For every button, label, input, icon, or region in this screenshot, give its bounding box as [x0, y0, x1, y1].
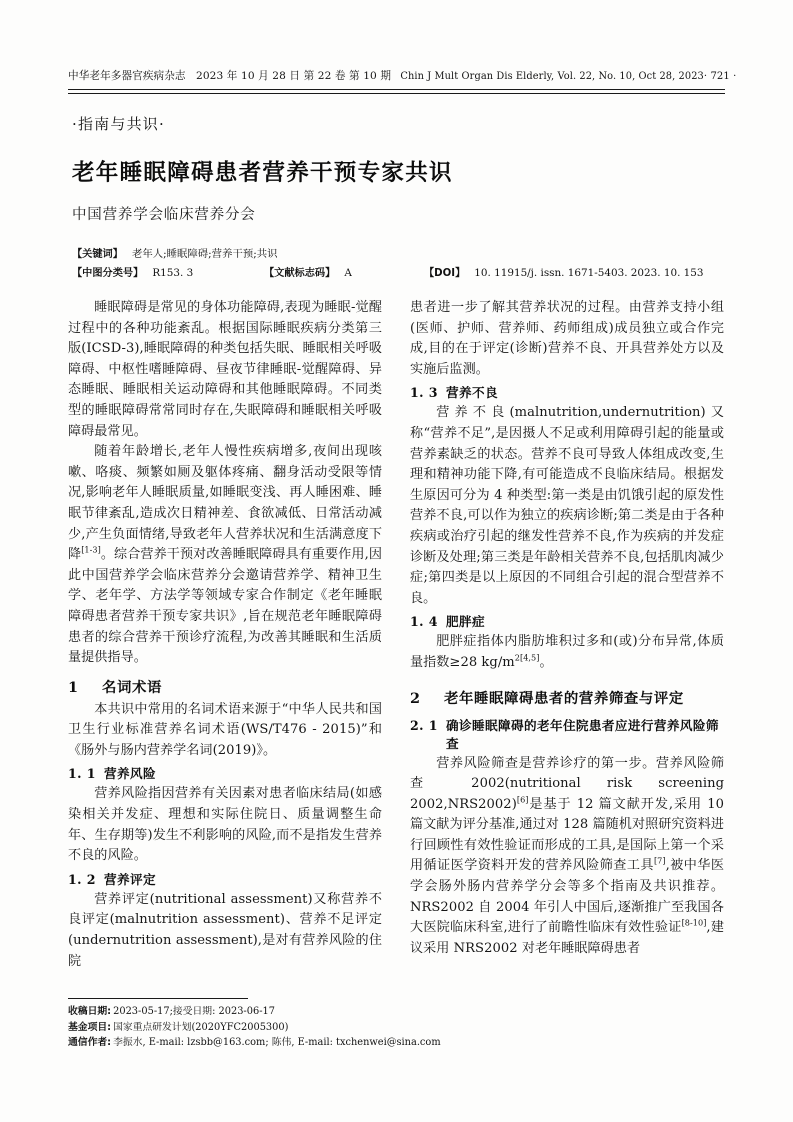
- paragraph-section-2-1: [410, 754, 724, 960]
- nrs-text-part-b: 是基于 12 篇文献开发,采用 10 篇文献为评分基准,通过对 128 篇随机对照研究资料进行回顾性有效性验证而形成的工具,是国际上第一个采用循证医学资料开发的营养风险筛查工具: [410, 796, 724, 874]
- subsection-heading-1-3: [410, 384, 724, 402]
- bmi-text-part-a: 肥胖症指体内脂肪堆积过多和(或)分布异常,体质量指数≥28 kg/m: [410, 634, 724, 670]
- left-column: [68, 298, 382, 998]
- subsection-2-1-title: 确诊睡眠障碍的老年住院患者应进行营养风险筛查: [446, 717, 719, 751]
- subsection-1-2-title: 营养评定: [104, 871, 156, 887]
- header-rule-thin: [68, 93, 725, 94]
- subsection-1-4-number: 1. 4: [410, 614, 438, 630]
- bmi-exponent-citation: 2[4,5]: [514, 652, 540, 663]
- funding-label: 基金项目:: [68, 1021, 112, 1033]
- citation-ref-1-3: [1-3]: [81, 544, 101, 555]
- paragraph-section-1-2: 营养评定(nutritional assessment)又称营养不良评定(malnutrition assessment)、营养不足评定(undernutrition assessment),是对有营养风险的住院: [68, 891, 382, 969]
- funding-value: 国家重点研发计划(2020YFC2005300): [113, 1021, 289, 1033]
- paragraph-intro-2-part-a: 随着年龄增长,老年人慢性疾病增多,夜间出现咳嗽、咯痰、频繁如厕及躯体疼痛、翻身活动受限等情况,影响老年人睡眠质量,如睡眠变浅、再人睡困难、睡眠节律紊乱,造成次日精神差、食欲减低、日常活动减少,产生负面情绪,导致老年人营养状况和生活满意度下降: [68, 444, 382, 563]
- header-rule-thick: [68, 89, 725, 90]
- page-number: · 721 ·: [703, 71, 737, 82]
- paragraph-intro-2: [68, 442, 382, 669]
- section-1-number: 1: [68, 678, 79, 696]
- subsection-1-3-number: 1. 3: [410, 385, 438, 401]
- footnote-block: [68, 1004, 628, 1051]
- clc-value: R153. 3: [152, 267, 194, 279]
- paragraph-section-1: 本共识中常用的名词术语来源于“中华人民共和国卫生行业标准营养名词术语(WS/T476 - 2015)”和《肠外与肠内营养学名词(2019)》。: [68, 701, 382, 758]
- right-column: [410, 298, 724, 998]
- clc-label: 【中图分类号】: [72, 268, 144, 279]
- metadata-block: [72, 245, 727, 283]
- journal-name-en: Chin J Mult Organ Dis Elderly, Vol. 22, No. 10, Oct 28, 2023: [400, 71, 704, 82]
- section-1-title: 名词术语: [102, 679, 162, 696]
- corresponding-author-value: 李振水, E-mail: lzsbb@163.com; 陈伟, E-mail: txchenwei@sina.com: [113, 1037, 441, 1049]
- nrs-text-part-c: ,被中华医学会肠外肠内营养学分会等多个指南及共识推荐。NRS2002 自 2004 年引人中国后,逐渐推广至我国各大医院临床科室,进行了前瞻性临床有效性验证: [410, 858, 724, 936]
- clc-group: [72, 264, 264, 283]
- paragraph-continued: 患者进一步了解其营养状况的过程。由营养支持小组(医师、护师、营养师、药师组成)成员独立或合作完成,目的在于评定(诊断)营养不良、开具营养处方以及实施后监测。: [410, 300, 724, 377]
- paragraph-section-1-1: 营养风险指因营养有关因素对患者临床结局(如感染相关并发症、理想和实际住院日、质量调整生命年、生存期等)发生不利影响的风险,而不是指发生营养不良的风险。: [68, 786, 382, 864]
- nrs-text-part-d: ,建议采用 NRS2002 对老年睡眠障碍患者: [410, 920, 724, 956]
- bmi-text-part-b: 。: [539, 654, 553, 670]
- received-date-label: 收稿日期:: [68, 1006, 112, 1017]
- footnote-divider: [68, 998, 248, 999]
- author-affiliation: 中国营养学会临床营养分会: [72, 207, 256, 223]
- running-header-citation: [68, 68, 704, 83]
- section-heading-2: [410, 687, 724, 708]
- subsection-1-1-number: 1. 1: [68, 766, 96, 782]
- doi-label: 【DOI】: [424, 268, 466, 279]
- page-title: 老年睡眠障碍患者营养干预专家共识: [72, 160, 453, 186]
- doc-code-value: A: [344, 267, 352, 279]
- paragraph-intro-2-part-b: 。综合营养干预对改善睡眠障碍具有重要作用,因此中国营养学会临床营养分会邀请营养学、精神卫生学、老年学、方法学等领域专家合作制定《老年睡眠障碍患者营养干预专家共识》,旨在规范老年睡眠障碍患者的综合营养干预诊疗流程,为改善其睡眠和生活质量提供指导。: [68, 547, 382, 666]
- footnote-dates: [68, 1004, 628, 1020]
- paragraph-section-1-4: [410, 632, 724, 673]
- section-kicker: ·指南与共识·: [72, 115, 165, 133]
- classification-row: [72, 264, 727, 283]
- subsection-1-4-title: 肥胖症: [446, 614, 485, 630]
- paragraph-intro-1: 睡眠障碍是常见的身体功能障碍,表现为睡眠-觉醒过程中的各种功能紊乱。根据国际睡眠疾病分类第三版(ICSD-3),睡眠障碍的种类包括失眠、睡眠相关呼吸障碍、中枢性嗜睡障碍、昼夜节律睡眠-觉醒障碍、异态睡眠、睡眠相关运动障碍和其他睡眠障碍。不同类型的睡眠障碍常常同时存在,失眠障碍和睡眠相关呼吸障碍最常见。: [68, 300, 382, 439]
- running-header: [68, 68, 737, 83]
- citation-ref-8-10: [8-10]: [681, 917, 707, 928]
- keywords-value: 老年人;睡眠障碍;营养干预;共识: [131, 248, 278, 260]
- section-2-title: 老年睡眠障碍患者的营养筛查与评定: [444, 690, 684, 707]
- footnote-corresponding-author: [68, 1035, 628, 1051]
- received-date-value: 2023-05-17;接受日期: 2023-06-17: [113, 1006, 275, 1017]
- citation-ref-6: [6]: [516, 794, 529, 805]
- doc-code-group: [264, 264, 424, 283]
- paragraph-section-1-3: 营养不良(malnutrition,undernutrition)又称“营养不足”,是因摄人不足或利用障碍引起的能量或营养素缺乏的状态。营养不良可导致人体组成改变,生理和精神功能下降,有可能造成不良临床结局。根据发生原因可分为 4 种类型:第一类是由饥饿引起的原发性营养不良,可以作为独立的疾病诊断;第二类是由于各种疾病或治疗引起的继发性营养不良,作为疾病的并发症诊断及处理;第三类是年龄相关营养不良,包括肌肉减少症;第四类是以上原因的不同组合引起的混合型营养不良。: [410, 405, 724, 606]
- doi-value: 10. 11915/j. issn. 1671-5403. 2023. 10. 153: [474, 267, 704, 279]
- keywords-row: [72, 245, 727, 264]
- doc-code-label: 【文献标志码】: [264, 268, 336, 279]
- subsection-2-1-number: 2. 1: [410, 717, 438, 733]
- subsection-heading-2-1: [410, 717, 724, 753]
- keywords-label: 【关键词】: [72, 249, 123, 260]
- subsection-1-1-title: 营养风险: [104, 766, 156, 782]
- footnote-funding: [68, 1020, 628, 1036]
- doi-group: [424, 264, 704, 283]
- body-columns: [68, 298, 725, 998]
- journal-name-cn: 中华老年多器官疾病杂志: [68, 70, 186, 82]
- section-heading-1: [68, 676, 382, 697]
- subsection-heading-1-4: [410, 613, 724, 631]
- issue-info-cn: 2023 年 10 月 28 日 第 22 卷 第 10 期: [195, 70, 392, 82]
- subsection-1-2-number: 1. 2: [68, 871, 96, 887]
- subsection-1-3-title: 营养不良: [446, 385, 498, 401]
- corresponding-author-label: 通信作者:: [68, 1037, 112, 1049]
- nrs-text-part-a: 营养风险筛查是营养诊疗的第一步。营养风险筛查 2002(nutritional risk screening 2002,NRS2002): [410, 755, 724, 812]
- subsection-heading-1-2: [68, 871, 382, 889]
- section-2-number: 2: [410, 689, 421, 707]
- citation-ref-7: [7]: [653, 856, 666, 867]
- subsection-heading-1-1: [68, 765, 382, 783]
